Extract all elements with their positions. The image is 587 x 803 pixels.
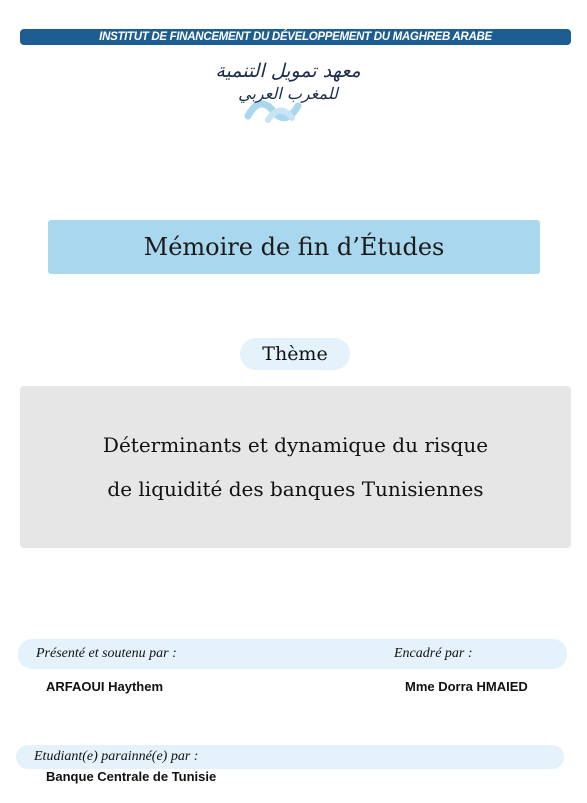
- logo-arabic-line1: معهد تمويل التنمية: [215, 60, 361, 82]
- subject-line-2: de liquidité des banques Tunisiennes: [107, 477, 484, 501]
- sponsor-label: Etudiant(e) parainné(e) par :: [34, 749, 199, 764]
- sponsor-name: Banque Centrale de Tunisie: [46, 769, 217, 784]
- document-title: Mémoire de fin d’Études: [48, 220, 540, 274]
- supervised-label: Encadré par :: [394, 646, 473, 661]
- theme-label: Thème: [240, 338, 350, 370]
- subject-line-1: Déterminants et dynamique du risque: [102, 433, 489, 457]
- subject-box: [20, 386, 571, 548]
- student-name: ARFAOUI Haythem: [46, 679, 164, 694]
- institute-banner: INSTITUT DE FINANCEMENT DU DÉVELOPPEMENT DU MAGHREB ARABE: [20, 29, 571, 45]
- logo-arabic-line2: للمغرب العربي: [238, 84, 338, 103]
- supervisor-name: Mme Dorra HMAIED: [405, 679, 528, 694]
- presented-label: Présenté et soutenu par :: [36, 646, 177, 661]
- institute-logo: [208, 54, 368, 126]
